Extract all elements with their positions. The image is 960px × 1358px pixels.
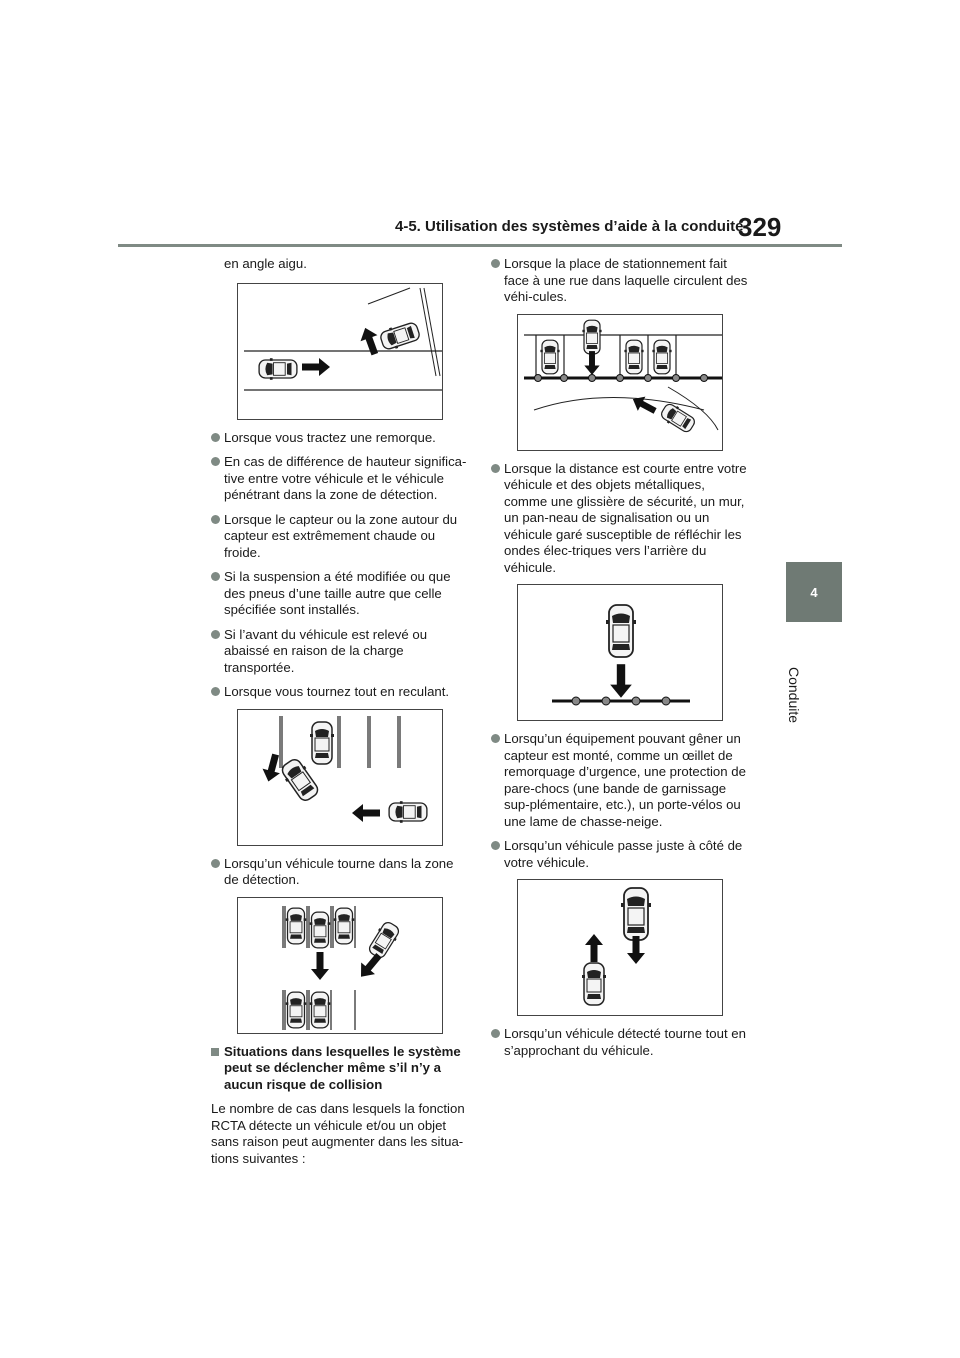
bullet-icon: [211, 859, 220, 868]
section-title: 4-5. Utilisation des systèmes d’aide à la conduite: [395, 218, 744, 235]
figure-turning-reverse: [237, 709, 443, 846]
bullet-icon: [211, 630, 220, 639]
chapter-number: 4: [810, 584, 818, 600]
bullet-icon: [211, 572, 220, 581]
figure-metal-objects: [517, 584, 723, 721]
section-heading: Situations dans lesquelles le système peut se déclencher même s’il n’y a aucun risque de collision: [211, 1044, 469, 1094]
right-column: [491, 256, 749, 1067]
intro-text: en angle aigu.: [224, 256, 307, 271]
page-number: 329: [738, 212, 782, 242]
list-item: En cas de différence de hauteur significa-tive entre votre véhicule et le véhicule pénétrant dans la zone de détection.: [211, 454, 469, 504]
bullet-icon: [211, 687, 220, 696]
list-item: Lorsque la place de stationnement fait face à une rue dans laquelle circulent des véhi-cules.: [491, 256, 749, 306]
list-item: Lorsqu’un équipement pouvant gêner un capteur est monté, comme un œillet de remorquage d’urgence, une protection de pare-chocs (une bande de garnissage sup-plémentaire, etc.), un porte-vélos ou une lame de chasse-neige.: [491, 731, 749, 830]
list-item: Lorsqu’un véhicule tourne dans la zone de détection.: [211, 856, 469, 889]
square-bullet-icon: [211, 1048, 219, 1056]
list-item: Si la suspension a été modifiée ou que des pneus d’une taille autre que celle spécifiée sont installés.: [211, 569, 469, 619]
chapter-tab[interactable]: [786, 562, 842, 622]
figure-street-facing: [517, 314, 723, 451]
bullet-icon: [491, 734, 500, 743]
header-rule: [118, 244, 842, 247]
list-item: Lorsque la distance est courte entre votre véhicule et des objets métalliques, comme une glissière de sécurité, un mur, un pan-neau de signalisation ou un véhicule garé susceptible de réfléchir les ondes élec-triques vers l’arrière du véhicule.: [491, 461, 749, 577]
list-item: Lorsque le capteur ou la zone autour du capteur est extrêmement chaude ou froide.: [211, 512, 469, 562]
figure-angled-parking: [237, 283, 443, 420]
list-item: Si l’avant du véhicule est relevé ou abaissé en raison de la charge transportée.: [211, 627, 469, 677]
list-item: Lorsque vous tractez une remorque.: [211, 430, 469, 447]
list-item: Lorsqu’un véhicule passe juste à côté de votre véhicule.: [491, 838, 749, 871]
list-item: Lorsqu’un véhicule détecté tourne tout en s’approchant du véhicule.: [491, 1026, 749, 1059]
bullet-icon: [491, 464, 500, 473]
bullet-icon: [211, 515, 220, 524]
figure-vehicle-turning: [237, 897, 443, 1034]
list-item: Lorsque vous tournez tout en reculant.: [211, 684, 469, 701]
section-text: Le nombre de cas dans lesquels la fonction RCTA détecte un véhicule et/ou un objet sans raison peut augmenter dans les situa-tions suivantes :: [211, 1101, 465, 1166]
chapter-label: Conduite: [786, 666, 802, 724]
figure-passing-vehicle: [517, 879, 723, 1016]
bullet-icon: [491, 841, 500, 850]
left-column: [211, 256, 469, 1167]
bullet-icon: [491, 259, 500, 268]
bullet-icon: [211, 433, 220, 442]
bullet-icon: [211, 457, 220, 466]
bullet-icon: [491, 1029, 500, 1038]
